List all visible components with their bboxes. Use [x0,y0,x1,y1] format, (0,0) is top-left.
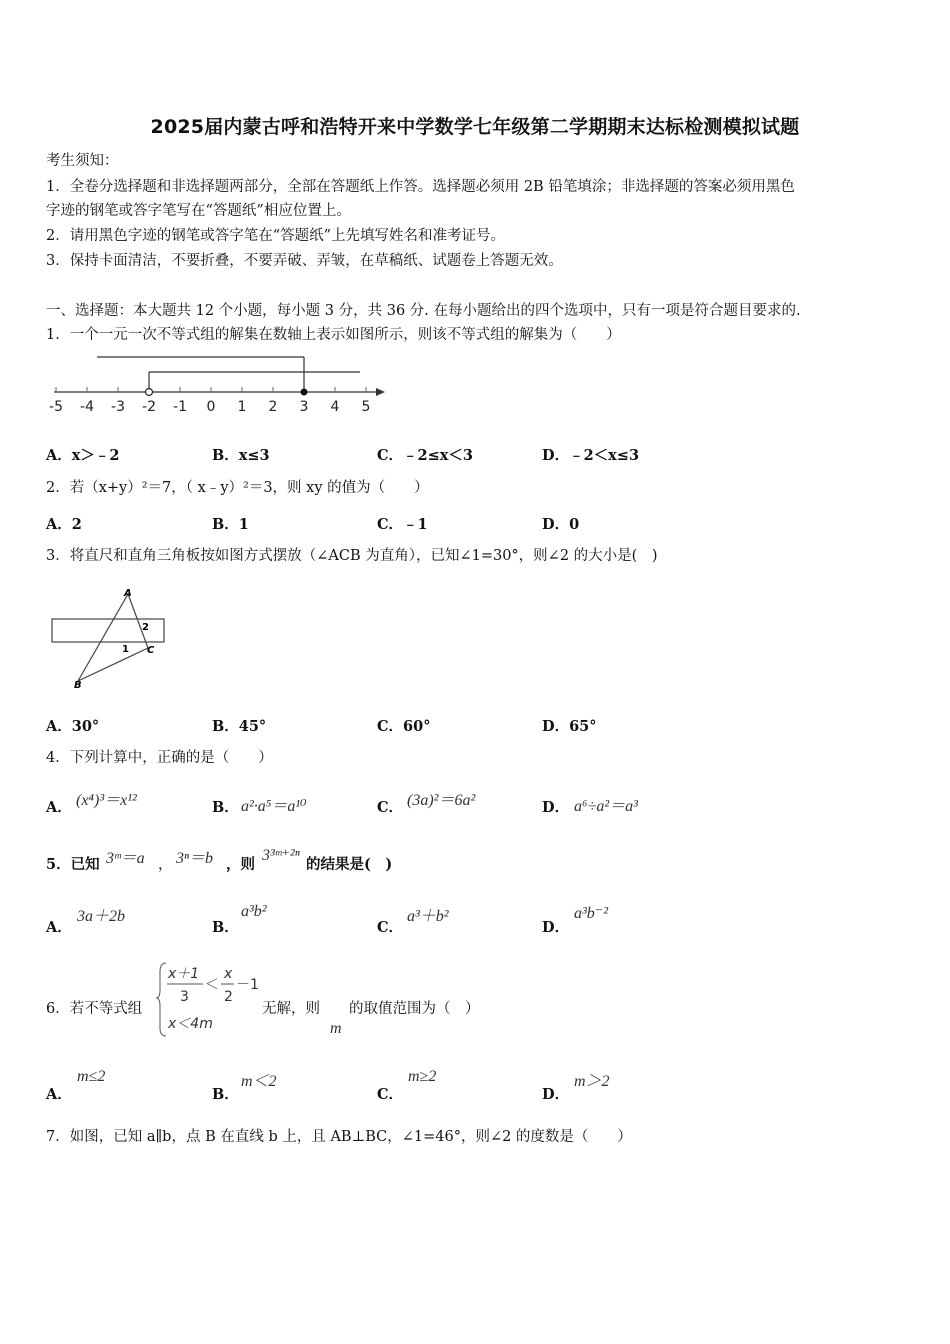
row1-den1: 3 [180,989,189,1005]
q5-expr-a: 3a＋2b [77,908,126,925]
closed-circle-marker [301,389,308,396]
q5-suffix: 的结果是( ) [306,856,393,873]
page-title: 2025届内蒙古呼和浩特开来中学数学七年级第二学期期末达标检测模拟试题 [150,116,800,138]
q6-inequality-system [156,960,266,1040]
row1-den2: 2 [224,989,233,1005]
q1-stem: 1．一个一元一次不等式组的解集在数轴上表示如图所示，则该不等式组的解集为（ ） [46,327,621,343]
notice-line-1a: 1．全卷分选择题和非选择题两部分，全部在答题纸上作答。选择题必须用 2B 铅笔填涂；非选择题的答案必须用黑色 [46,179,795,195]
row1-num2: x [224,966,233,982]
q6-suffix: 的取值范围为（ ） [349,1001,480,1017]
q4-expr-b: a²·a⁵＝a¹⁰ [241,798,307,815]
q6-expr-b: m＜2 [241,1073,277,1090]
tick-label: -5 [49,399,63,415]
notice-heading: 考生须知： [46,153,119,169]
row1-num1: x＋1 [168,966,200,982]
q4-letter-a: A． [46,799,72,816]
angle-2-label: 2 [142,622,149,633]
tick-label: -4 [80,399,94,415]
q5-sep: ， [158,857,173,873]
q4-letter-c: C． [377,799,404,816]
tick-label: 0 [206,399,216,415]
q2-stem: 2．若（x+y）²＝7，（ x﹣y）²＝3，则 xy 的值为（ ） [46,480,429,496]
q3-option-b: B．45° [212,718,267,735]
tick-label: 3 [299,399,309,415]
q4-expr-c: (3a)²＝6a² [407,792,476,809]
q5-expr-d: a³b⁻² [574,905,609,922]
q5-letter-d: D． [542,919,570,936]
tick-label: -3 [111,399,125,415]
q4-expr-d: a⁶÷a²＝a³ [574,798,638,815]
q1-number-line-figure [40,350,390,418]
q2-option-d: D．0 [542,516,580,533]
angle-1-label: 1 [122,644,129,655]
q2-option-b: B．1 [212,516,249,533]
system-brace-icon [156,963,166,1036]
section-heading: 一、选择题：本大题共 12 个小题，每小题 3 分，共 36 分. 在每小题给出的四个选项中，只有一项是符合题目要求的. [46,303,801,319]
q5-letter-b: B． [212,919,239,936]
q2-option-c: C．﹣1 [377,516,428,533]
q6-letter-a: A． [46,1086,72,1103]
notice-line-1b: 字迹的钢笔或答字笔写在“答题纸”相应位置上。 [46,203,351,219]
q1-option-a: A．x＞﹣2 [46,447,120,464]
q6-prefix: 6．若不等式组 [46,1001,143,1017]
q6-letter-b: B． [212,1086,239,1103]
q5-expr-c: a³＋b² [407,908,449,925]
label-c: C [147,645,155,656]
q3-option-d: D．65° [542,718,597,735]
tick-label: -1 [173,399,187,415]
q5-prefix: 5．已知 [46,856,100,873]
q4-expr-a: (x⁴)³＝x¹² [76,792,137,809]
label-a: A [124,588,132,599]
q5-expr-2: 3ⁿ＝b [176,850,214,867]
q2-option-a: A．2 [46,516,82,533]
q4-letter-b: B． [212,799,239,816]
q3-stem: 3．将直尺和直角三角板按如图方式摆放（∠ACB 为直角），已知∠1=30°，则∠2 的大小是( ) [46,548,658,564]
q5-expr-b: a³b² [241,903,267,920]
notice-line-3: 3．保持卡面清洁，不要折叠，不要弄破、弄皱，在草稿纸、试题卷上答题无效。 [46,253,563,269]
q6-expr-c: m≥2 [408,1068,437,1085]
row1-lt: ＜ [205,977,219,993]
notice-line-2: 2．请用黑色字迹的钢笔或答字笔在“答题纸”上先填写姓名和准考证号。 [46,228,506,244]
q5-mid: ，则 [226,856,255,873]
q3-option-a: A．30° [46,718,100,735]
open-circle-marker [146,389,153,396]
tick-label: 4 [330,399,340,415]
q5-letter-c: C． [377,919,404,936]
q6-letter-d: D． [542,1086,570,1103]
row1-tail: －1 [236,977,259,993]
q6-var: m [330,1020,342,1037]
q4-stem: 4．下列计算中，正确的是（ ） [46,750,273,766]
q5-letter-a: A． [46,919,72,936]
tick-label: 2 [268,399,278,415]
tick-label: 5 [361,399,371,415]
q5-expr-3: 3³ᵐ⁺²ⁿ [262,847,300,864]
label-b: B [74,680,82,691]
q7-stem: 7．如图，已知 a∥b，点 B 在直线 b 上，且 AB⊥BC，∠1=46°，则∠2 的度数是（ ） [46,1129,632,1145]
q4-letter-d: D． [542,799,570,816]
q6-expr-d: m＞2 [574,1073,610,1090]
q6-letter-c: C． [377,1086,404,1103]
row2: x＜4m [168,1016,213,1032]
q3-option-c: C．60° [377,718,431,735]
triangle-shape [78,594,148,681]
q3-ruler-triangle-figure [46,584,176,694]
q1-option-b: B．x≤3 [212,447,270,464]
q5-expr-1: 3ᵐ＝a [106,850,145,867]
q1-option-d: D．﹣2＜x≤3 [542,447,640,464]
q1-option-c: C．﹣2≤x＜3 [377,447,474,464]
q6-mid: 无解，则 [262,1001,320,1017]
tick-label: 1 [237,399,247,415]
tick-label: -2 [142,399,156,415]
axis-arrow-icon [376,388,385,396]
q6-expr-a: m≤2 [77,1068,106,1085]
